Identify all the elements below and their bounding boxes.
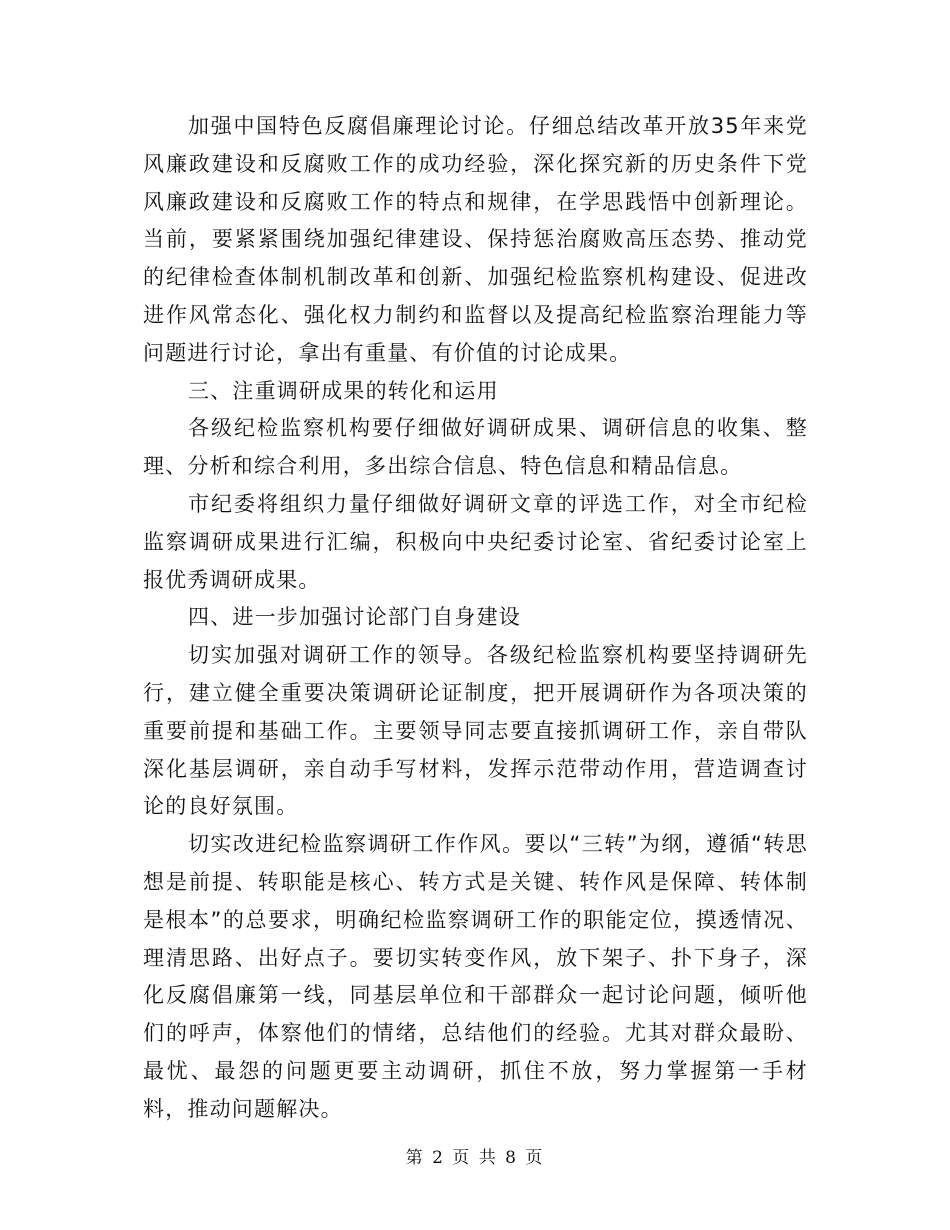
section-heading-4: 四、进一步加强讨论部门自身建设 — [188, 605, 521, 630]
page-number-label: 第 2 页 共 8 页 — [405, 1148, 545, 1168]
paragraph-results-selection: 市纪委将组织力量仔细做好调研文章的评选工作，对全市纪检监察调研成果进行汇编，积极向中央纪委讨论室、省纪委讨论室上报优秀调研成果。 — [143, 491, 808, 592]
section-heading-3: 三、注重调研成果的转化和运用 — [188, 378, 499, 403]
paragraph-work-style: 切实改进纪检监察调研工作作风。要以“三转”为纲，遵循“转思想是前提、转职能是核心、转方式是关键、转作风是保障、转体制是根本”的总要求，明确纪检监察调研工作的职能定位，摸透情况、理清思路、出好点子。要切实转变作风，放下架子、扑下身子，深化反腐倡廉第一线，同基层单位和干部群众一起讨论问题，倾听他们的呼声，体察他们的情绪，总结他们的经验。尤其对群众最盼、最忧、最怨的问题更要主动调研，抓住不放，努力掌握第一手材料，推动问题解决。 — [143, 832, 808, 1121]
document-body — [143, 108, 808, 1129]
paragraph-results-collection: 各级纪检监察机构要仔细做好调研成果、调研信息的收集、整理、分析和综合利用，多出综合信息、特色信息和精品信息。 — [143, 416, 808, 479]
paragraph-leadership: 切实加强对调研工作的领导。各级纪检监察机构要坚持调研先行，建立健全重要决策调研论证制度，把开展调研作为各项决策的重要前提和基础工作。主要领导同志要直接抓调研工作，亲自带队深化基层调研，亲自动手写材料，发挥示范带动作用，营造调查讨论的良好氛围。 — [143, 643, 808, 819]
page-footer — [0, 1143, 950, 1168]
paragraph-theory-discussion: 加强中国特色反腐倡廉理论讨论。仔细总结改革开放35年来党风廉政建设和反腐败工作的成功经验，深化探究新的历史条件下党风廉政建设和反腐败工作的特点和规律，在学思践悟中创新理论。当前，要紧紧围绕加强纪律建设、保持惩治腐败高压态势、推动党的纪律检查体制机制改革和创新、加强纪检监察机构建设、促进改进作风常态化、强化权力制约和监督以及提高纪检监察治理能力等问题进行讨论，拿出有重量、有价值的讨论成果。 — [143, 114, 808, 365]
